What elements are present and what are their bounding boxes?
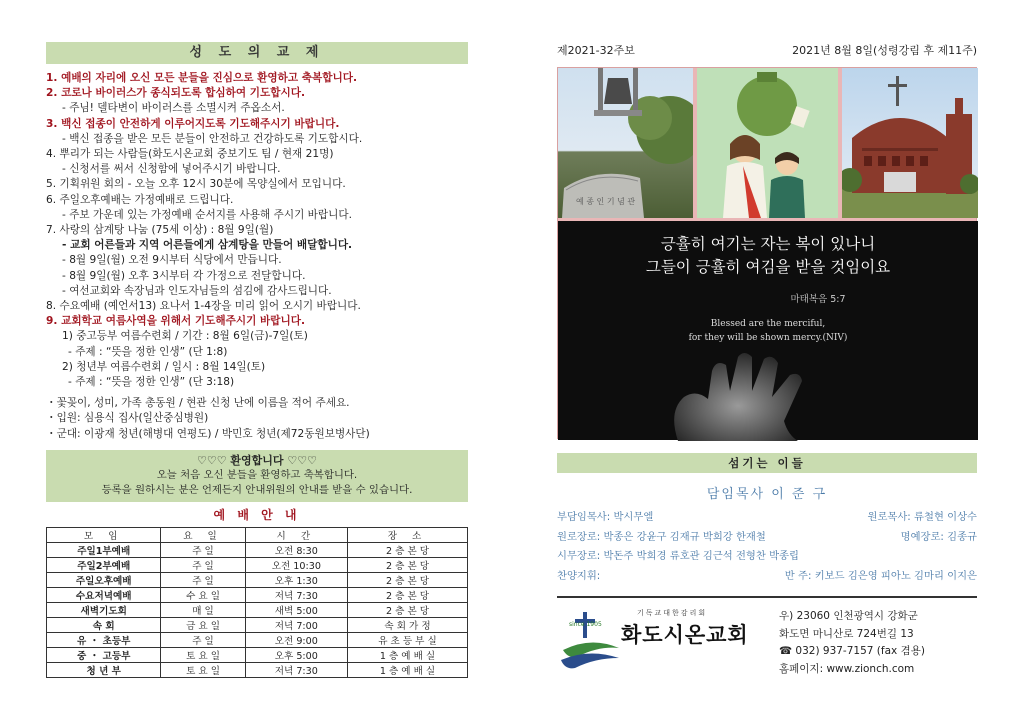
servants-row [557, 528, 977, 548]
announcement-item: 2. 코로나 바이러스가 종식되도록 합심하여 기도합시다. [46, 87, 305, 100]
table-cell: 토 요 일 [161, 662, 245, 677]
issue-number: 제2021-32주보 [557, 44, 635, 57]
welcome-line2: 등록을 원하시는 분은 언제든지 안내위원의 안내를 받을 수 있습니다. [101, 483, 413, 496]
servant-entry: 원로목사: 류철현 이상수 [867, 511, 977, 523]
announcement-item: 8. 수요예배 (예언서13) 요나서 1-4장을 미리 읽어 오시기 바랍니다. [46, 300, 361, 313]
table-cell: 오전 10:30 [245, 557, 347, 572]
table-cell: 저녁 7:30 [245, 662, 347, 677]
verse-english [558, 317, 978, 345]
servant-entry: 반 주: 키보드 김은영 피아노 김마리 이지은 [784, 569, 977, 582]
verse-line1: 긍휼히 여기는 자는 복이 있나니 [660, 235, 876, 253]
announcement-item: - 8월 9일(월) 오후 3시부터 각 가정으로 전달합니다. [62, 269, 306, 282]
table-cell: 주일2부예배 [47, 557, 161, 572]
table-cell: 주 일 [161, 632, 245, 647]
bulletin-header [557, 42, 977, 60]
left-column [46, 42, 468, 678]
table-row [47, 542, 468, 557]
table-cell: 주 일 [161, 542, 245, 557]
church-logo [557, 606, 779, 686]
table-cell: 오전 8:30 [245, 542, 347, 557]
services-header: 시 간 [245, 527, 347, 542]
homepage-link[interactable]: 홈페이지: www.zionch.com [779, 662, 915, 675]
table-cell: 청 년 부 [47, 662, 161, 677]
church-building-photo [842, 68, 978, 218]
servant-entry: 시무장로: 박돈주 박희경 류호관 김근석 전형찬 박종립 [557, 550, 799, 562]
servants-row [557, 567, 977, 587]
church-footer [557, 606, 977, 686]
services-title: 예 배 안 내 [213, 507, 301, 522]
verse-korean [558, 233, 978, 279]
table-cell: 오전 9:00 [245, 632, 347, 647]
announcement-item: 1) 중고등부 여름수련회 / 기간 : 8월 6일(금)-7일(토) [62, 330, 308, 343]
cover-artwork [557, 67, 977, 439]
announcement-item: 7. 사랑의 삼계탕 나눔 (75세 이상) : 8월 9일(월) [46, 224, 274, 237]
table-cell: 1 층 예 배 실 [348, 647, 468, 662]
servants-list [557, 508, 977, 586]
announcement-item: 1. 예배의 자리에 오신 모든 분들을 진심으로 환영하고 축복합니다. [46, 72, 357, 84]
announcement-item: ・군대: 이광재 청년(해병대 연평도) / 박민호 청년(제72동원보병사단) [46, 427, 370, 440]
servant-entry: 원로장로: 박종은 강윤구 김재규 박희강 한재철 [557, 530, 766, 543]
table-cell: 수 요 일 [161, 587, 245, 602]
table-row [47, 632, 468, 647]
stone-inscription: 예 종 인 기 념 관 [576, 197, 636, 206]
announcement-item: ・입원: 심용식 집사(일산중심병원) [46, 412, 209, 425]
bulletin-date: 2021년 8월 8일(성령강림 후 제11주) [792, 44, 977, 57]
table-cell: 2 층 본 당 [348, 542, 468, 557]
services-header: 모 임 [47, 527, 161, 542]
table-cell: 토 요 일 [161, 647, 245, 662]
bell-tower-photo [558, 68, 693, 218]
announcement-item: 4. 뿌리가 되는 사람들(화도시온교회 중보기도 팀 / 현재 21명) [46, 148, 334, 161]
phone: ☎ 032) 937-7157 (fax 겸용) [779, 645, 925, 657]
table-cell: 금 요 일 [161, 617, 245, 632]
verse-en-line2: for they will be shown mercy.(NIV) [688, 333, 848, 343]
open-hand-image [638, 351, 898, 441]
servant-entry: 명예장로: 김종규 [900, 530, 977, 543]
table-row [47, 587, 468, 602]
table-row [47, 602, 468, 617]
church-emblem-icon [559, 610, 623, 672]
table-cell: 중 ・ 고등부 [47, 647, 161, 662]
table-cell: 주 일 [161, 572, 245, 587]
table-cell: 새벽 5:00 [245, 602, 347, 617]
services-header: 요 일 [161, 527, 245, 542]
announcement-item: - 주보 가운데 있는 가정예배 순서지를 사용해 주시기 바랍니다. [62, 208, 352, 221]
table-cell: 주 일 [161, 557, 245, 572]
table-cell: 주일1부예배 [47, 542, 161, 557]
servant-entry: 찬양지휘: [557, 569, 601, 582]
table-row [47, 617, 468, 632]
church-name: 화도시온교회 [621, 623, 749, 647]
announcement-item: - 주제 : “뜻을 정한 인생” (단 1:8) [68, 345, 228, 358]
announcement-item: 9. 교회학교 여름사역을 위해서 기도해주시기 바랍니다. [46, 315, 305, 328]
address-line2: 화도면 마니산로 724번길 13 [779, 627, 914, 640]
announcement-item: 6. 주일오후예배는 가정예배로 드립니다. [46, 193, 234, 206]
announcement-item: - 주제 : “뜻을 정한 인생” (단 3:18) [68, 376, 235, 389]
table-cell: 속 회 가 정 [348, 617, 468, 632]
verse-reference: 마태복음 5:7 [790, 294, 846, 305]
table-cell: 저녁 7:00 [245, 617, 347, 632]
announcement-item: 5. 기획위원 회의 - 오늘 오후 12시 30분에 목양실에서 모입니다. [46, 178, 346, 191]
verse-en-line1: Blessed are the merciful, [710, 319, 826, 329]
table-row [47, 572, 468, 587]
services-table [46, 527, 468, 678]
announcement-item: 3. 백신 접종이 안전하게 이루어지도록 기도해주시기 바랍니다. [46, 117, 340, 130]
verse-line2: 그들이 긍휼히 여김을 받을 것임이요 [645, 258, 891, 276]
announcement-item: - 8월 9일(월) 오전 9시부터 식당에서 만듭니다. [62, 254, 282, 267]
table-cell: 2 층 본 당 [348, 587, 468, 602]
table-cell: 1 층 예 배 실 [348, 662, 468, 677]
table-cell: 2 층 본 당 [348, 602, 468, 617]
announcements [46, 71, 468, 442]
announcement-item: - 신청서를 써서 신청함에 넣어주시기 바랍니다. [62, 163, 281, 176]
verse-panel [558, 221, 978, 440]
table-cell: 오후 1:30 [245, 572, 347, 587]
welcome-line1: 오늘 처음 오신 분들을 환영하고 축복합니다. [156, 468, 358, 481]
announcement-item: - 주님! 델타변이 바이러스를 소멸시켜 주옵소서. [62, 102, 285, 115]
table-row [47, 662, 468, 677]
welcome-title: ♡♡♡ 환영합니다 ♡♡♡ [197, 453, 317, 467]
announcement-item: - 여선교회와 속장님과 인도자님들의 섬김에 감사드립니다. [62, 284, 332, 297]
jesus-illustration [697, 68, 838, 218]
fellowship-title: 성 도 의 교 제 [46, 42, 468, 64]
table-cell: 유 초 등 부 실 [348, 632, 468, 647]
servants-row [557, 508, 977, 528]
announcement-item: - 교회 어른들과 지역 어른들에게 삼계탕을 만들어 배달합니다. [62, 239, 353, 252]
welcome-box [46, 450, 468, 502]
table-cell: 주일오후예배 [47, 572, 161, 587]
table-cell: 2 층 본 당 [348, 557, 468, 572]
table-cell: 유 ・ 초등부 [47, 632, 161, 647]
servants-row [557, 547, 977, 567]
divider [557, 596, 977, 598]
services-header: 장 소 [348, 527, 468, 542]
table-cell: 2 층 본 당 [348, 572, 468, 587]
announcement-item: 2) 청년부 여름수련회 / 일시 : 8월 14일(토) [62, 360, 266, 373]
senior-pastor: 담임목사 이 준 구 [706, 487, 828, 502]
table-cell: 속 회 [47, 617, 161, 632]
servants-title: 섬기는 이들 [557, 453, 977, 473]
table-cell: 새벽기도회 [47, 602, 161, 617]
table-cell: 매 일 [161, 602, 245, 617]
denomination: 기독교대한감리회 [637, 609, 708, 617]
servant-entry: 부담임목사: 박시무엘 [557, 511, 654, 523]
announcement-item: ・꽃꽂이, 성미, 가족 총동원 / 현관 신청 난에 이름을 적어 주세요. [46, 397, 350, 410]
announcement-item: - 백신 접종을 받은 모든 분들이 안전하고 건강하도록 기도합시다. [62, 132, 363, 145]
church-contact [779, 606, 925, 686]
address-line1: 우) 23060 인천광역시 강화군 [779, 610, 918, 622]
church-founded: since 1905 [569, 621, 602, 628]
right-column [557, 42, 977, 686]
table-row [47, 557, 468, 572]
table-row [47, 647, 468, 662]
table-cell: 저녁 7:30 [245, 587, 347, 602]
table-cell: 오후 5:00 [245, 647, 347, 662]
table-cell: 수요저녁예배 [47, 587, 161, 602]
